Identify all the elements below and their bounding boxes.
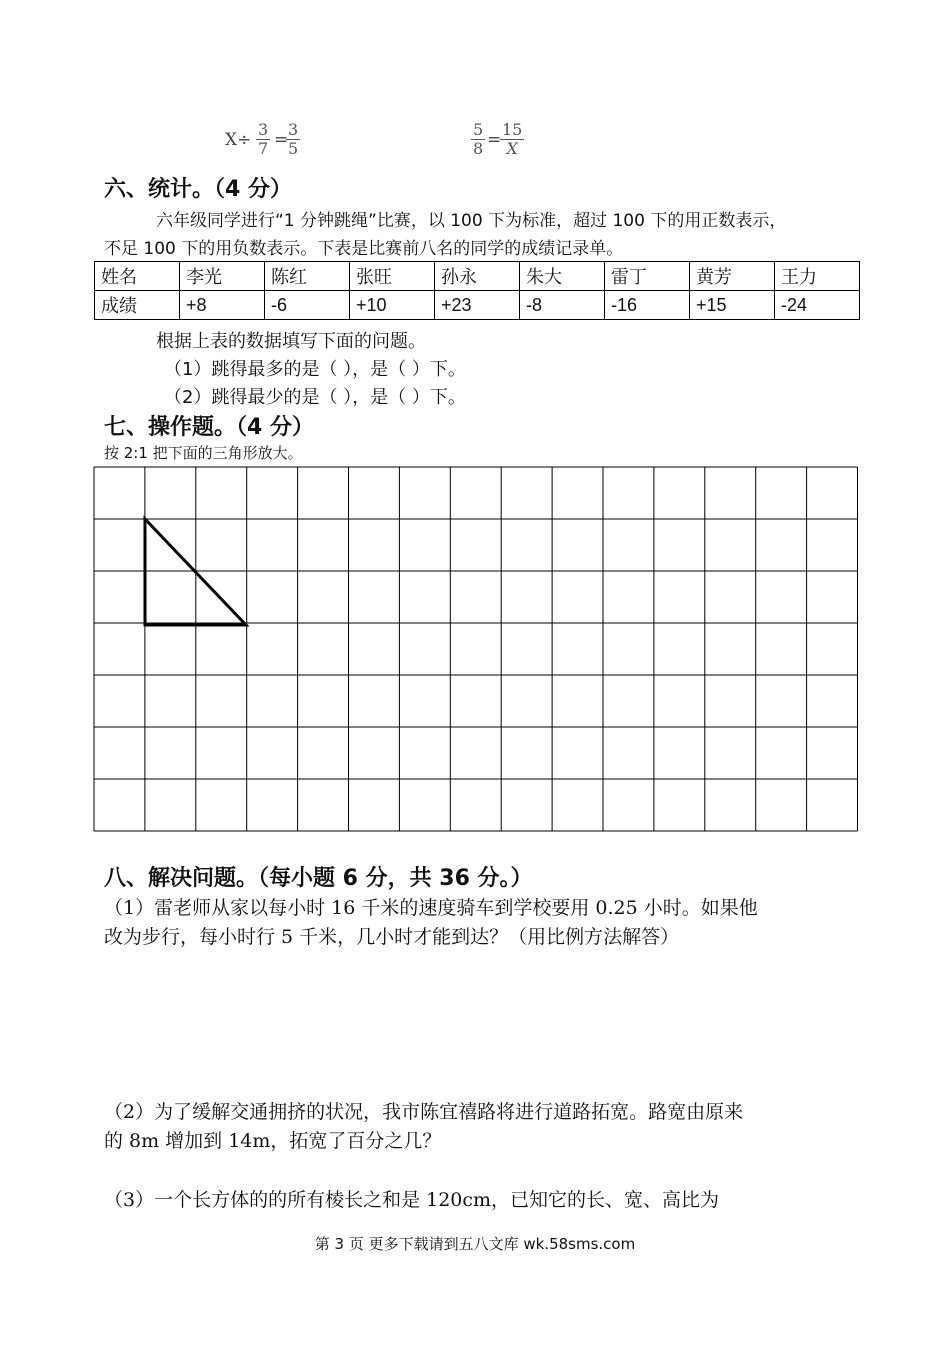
table-cell-name: 朱大 xyxy=(520,262,605,291)
eq1-prefix: X÷ xyxy=(225,130,252,150)
eq2-equals: = xyxy=(487,130,502,150)
problem-1-line-2: 改为步行，每小时行 5 千米，几小时才能到达？（用比例方法解答） xyxy=(104,926,680,948)
question-1: （1）跳得最多的是（ ），是（ ）下。 xyxy=(164,359,466,380)
table-cell-name: 张旺 xyxy=(350,262,435,291)
section-6-intro-line-2: 不足 100 下的用负数表示。下表是比赛前八名的同学的成绩记录单。 xyxy=(104,239,624,259)
table-cell-name: 孙永 xyxy=(435,262,520,291)
page-footer: 第 3 页 更多下载请到五八文库 wk.58sms.com xyxy=(314,1235,636,1253)
problem-2-line-1: （2）为了缓解交通拥挤的状况，我市陈宜禧路将进行道路拓宽。路宽由原来 xyxy=(104,1101,744,1123)
eq2-fraction-2: $\frac{15}{X}$ xyxy=(502,120,523,158)
table-cell-score: -6 xyxy=(265,291,350,320)
eq2-fraction-1: $\frac{5}{8}$ xyxy=(473,120,484,158)
table-cell-score: -24 xyxy=(775,291,860,320)
eq1-equals: = xyxy=(274,130,289,150)
table-cell-score: +23 xyxy=(435,291,520,320)
problem-1-line-1: （1）雷老师从家以每小时 16 千米的速度骑车到学校要用 0.25 小时。如果他 xyxy=(104,897,758,919)
section-6-instruction: 根据上表的数据填写下面的问题。 xyxy=(156,331,426,352)
grid-lines xyxy=(94,467,858,831)
table-cell-score: +15 xyxy=(690,291,775,320)
section-7-heading: 七、操作题。（4 分） xyxy=(104,415,314,440)
table-cell-name: 王力 xyxy=(775,262,860,291)
table-cell-score: +8 xyxy=(180,291,265,320)
table-cell-score: -8 xyxy=(520,291,605,320)
eq1-fraction-2: $\frac{3}{5}$ xyxy=(288,120,299,158)
table-cell-name: 雷丁 xyxy=(605,262,690,291)
eq1-fraction-1: $\frac{3}{7}$ xyxy=(258,120,269,158)
question-2: （2）跳得最少的是（ ），是（ ）下。 xyxy=(164,387,466,408)
table-cell-score: -16 xyxy=(605,291,690,320)
problem-3-line-1: （3）一个长方体的的所有棱长之和是 120cm，已知它的长、宽、高比为 xyxy=(104,1189,720,1211)
section-6-heading: 六、统计。（4 分） xyxy=(104,177,292,202)
table-cell-name: 陈红 xyxy=(265,262,350,291)
table-cell-score: +10 xyxy=(350,291,435,320)
table-header-label: 姓名 xyxy=(95,262,180,291)
section-8-heading: 八、解决问题。（每小题 6 分，共 36 分。） xyxy=(104,866,533,891)
section-6-intro-line-1: 六年级同学进行“1 分钟跳绳”比赛，以 100 下为标准，超过 100 下的用正数表示， xyxy=(156,211,787,231)
table-row-label: 成绩 xyxy=(95,291,180,320)
table-cell-name: 黄芳 xyxy=(690,262,775,291)
section-7-instruction: 按 2:1 把下面的三角形放大。 xyxy=(104,444,303,462)
table-cell-name: 李光 xyxy=(180,262,265,291)
problem-2-line-2: 的 8m 增加到 14m，拓宽了百分之几？ xyxy=(104,1130,442,1152)
